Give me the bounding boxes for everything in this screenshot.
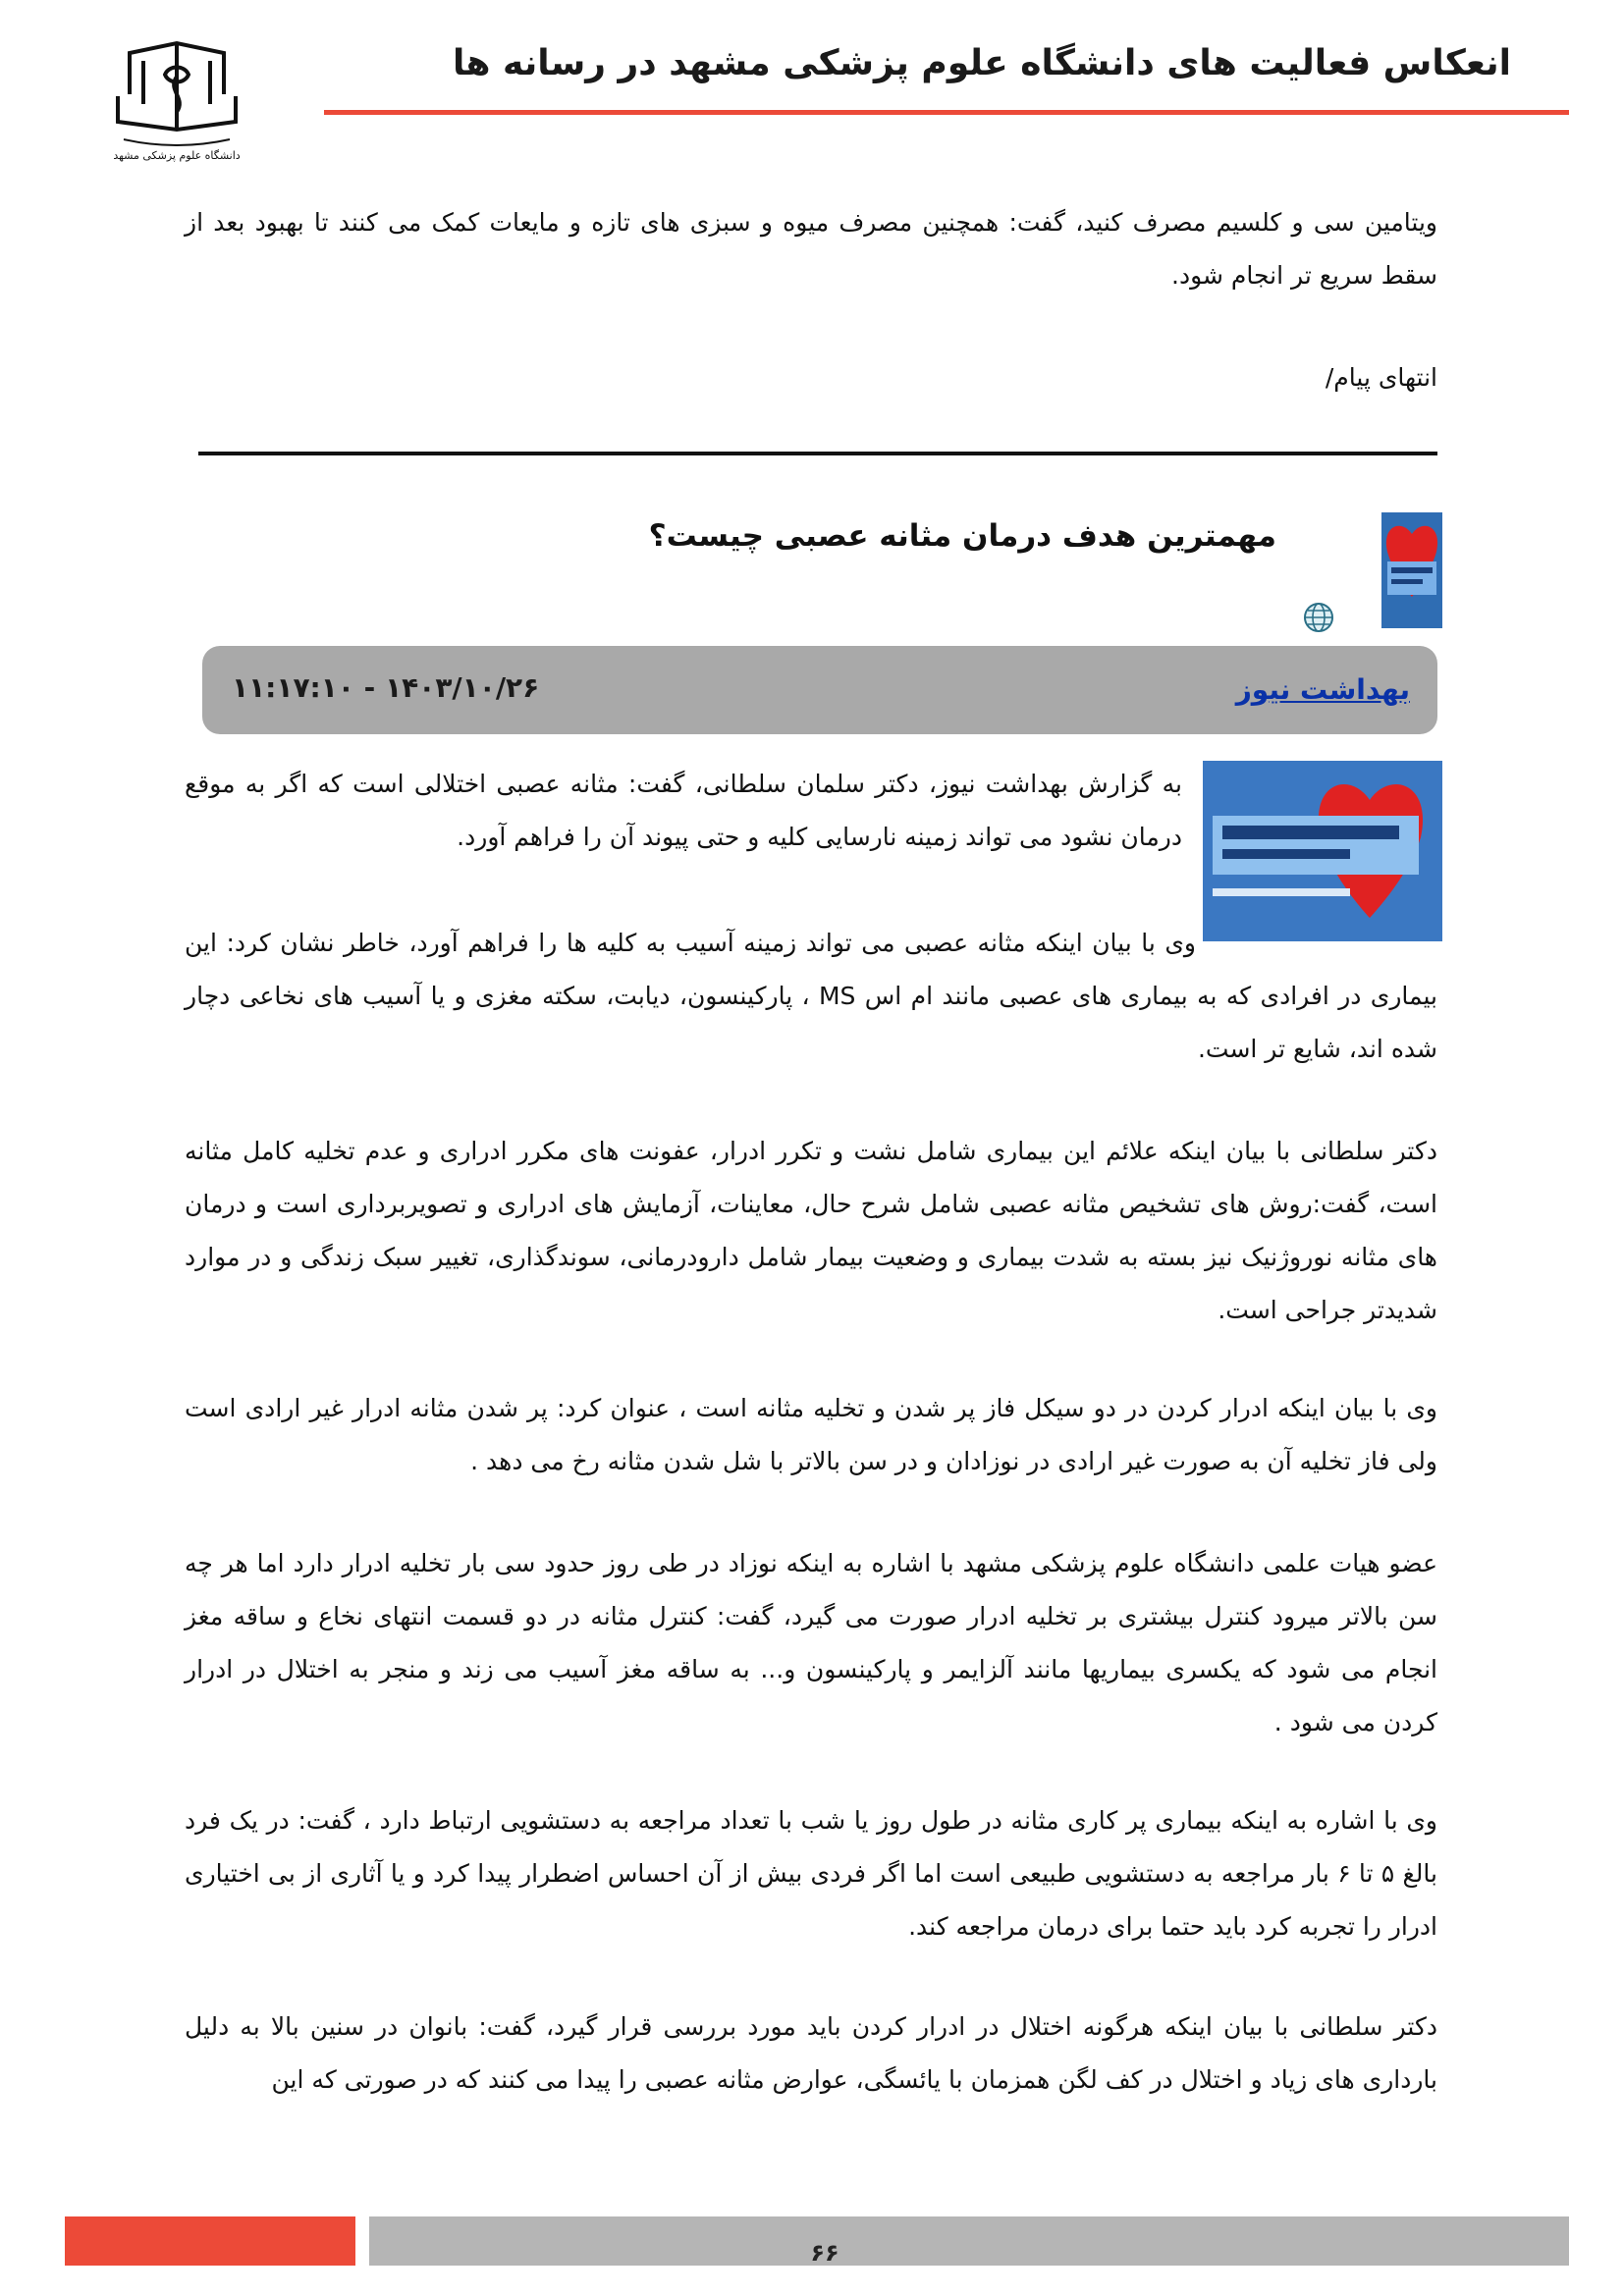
article-datetime: ۱۴۰۳/۱۰/۲۶ - ۱۱:۱۷:۱۰ (232, 671, 540, 704)
article-source-link[interactable]: بهداشت نیوز (1235, 673, 1410, 706)
article-separator (198, 452, 1437, 455)
article-info-bar (202, 646, 1437, 734)
behdasht-news-thumbnail-icon[interactable] (1381, 512, 1442, 628)
article-paragraph: عضو هیات علمی دانشگاه علوم پزشکی مشهد با اشاره به اینکه نوزاد در طی روز حدود سی بار تخلیه ادرار دارد اما هر چه سن بالاتر میرود کنترل بیشتری بر تخلیه ادرار صورت می گیرد، گفت: کنترل مثانه در دو قسمت انتهای نخاع و ساقه مغز انجام می شود که یکسری بیماریها مانند آلزایمر و پارکینسون و... به ساقه مغز آسیب می زند و منجر به اختلال در ادرار کردن می شود . (185, 1549, 1437, 1736)
svg-text:دانشگاه علوم پزشکی مشهد: دانشگاه علوم پزشکی مشهد (113, 149, 241, 162)
article-paragraph: وی با اشاره به اینکه بیماری پر کاری مثانه در طول روز یا شب با تعداد مراجعه به دستشویی ارتباط دارد ، گفت: در یک فرد بالغ ۵ تا ۶ بار مراجعه به دستشویی طبیعی است اما اگر فردی بیش از آن احساس اضطرار پیدا کرد و یا آثاری از بی اختیاری ادرار را تجربه کرد باید حتما برای درمان مراجعه کند. (185, 1806, 1438, 1941)
article-paragraph: دکتر سلطانی با بیان اینکه هرگونه اختلال در ادرار کردن باید مورد بررسی قرار گیرد، گفت: بانوان در سنین بالا به دلیل بارداری های زیاد و اختلال در کف لگن همزمان با یائسگی، عوارض مثانه عصبی را پیدا می کنند که در صورتی که این (185, 2012, 1437, 2094)
prev-article-end-note: انتهای پیام/ (1325, 363, 1437, 392)
article-paragraph: وی با بیان اینکه ادرار کردن در دو سیکل فاز پر شدن و تخلیه مثانه است ، عنوان کرد: پر شدن مثانه ادرار غیر ارادی است ولی فاز تخلیه آن به صورت غیر ارادی در نوزادان و در سن بالاتر با شل شدن مثانه رخ می دهد . (185, 1394, 1437, 1475)
globe-icon[interactable] (1302, 601, 1335, 634)
footer-accent-bar (65, 2216, 355, 2266)
article-title: مهمترین هدف درمان مثانه عصبی چیست؟ (648, 518, 1276, 554)
article-paragraph: وی با بیان اینکه مثانه عصبی می تواند زمینه آسیب به کلیه ها را فراهم آورد، خاطر نشان کرد: این بیماری در افرادی که به بیماری های عصبی مانند ام اس MS ، پارکینسون، دیابت، سکته مغزی و یا آسیب های نخاعی دچار شده اند، شایع تر است. (185, 929, 1437, 1063)
document-header-title: انعکاس فعالیت های دانشگاه علوم پزشکی مشهد در رسانه ها (452, 43, 1511, 83)
header-accent-line (324, 110, 1569, 115)
behdasht-news-logo-icon (1203, 761, 1442, 941)
article-paragraph: به گزارش بهداشت نیوز، دکتر سلمان سلطانی، گفت: مثانه عصبی اختلالی است که اگر به موقع درمان نشود می تواند زمینه نارسایی کلیه و حتی پیوند آن را فراهم آورد. (185, 770, 1182, 851)
footer-bar (369, 2216, 1569, 2266)
prev-article-paragraph: ویتامین سی و کلسیم مصرف کنید، گفت: همچنین مصرف میوه و سبزی های تازه و مایعات کمک می کنند تا بهبود بعد از سقط سریع تر انجام شود. (185, 208, 1437, 290)
university-logo-icon (108, 35, 245, 163)
article-paragraph: دکتر سلطانی با بیان اینکه علائم این بیماری شامل نشت و تکرر ادرار، عفونت های مکرر ادراری و عدم تخلیه کامل مثانه است، گفت:روش های تشخیص مثانه عصبی شامل شرح حال، معاینات، آزمایش های ادراری و تصویربرداری است و درمان های مثانه نوروژنیک نیز بسته به شدت بیماری و وضعیت بیمار شامل دارودرمانی، سوندگذاری، تغییر سبک زندگی و در موارد شدیدتر جراحی است. (185, 1137, 1437, 1324)
page-number: ۶۶ (810, 2239, 839, 2267)
